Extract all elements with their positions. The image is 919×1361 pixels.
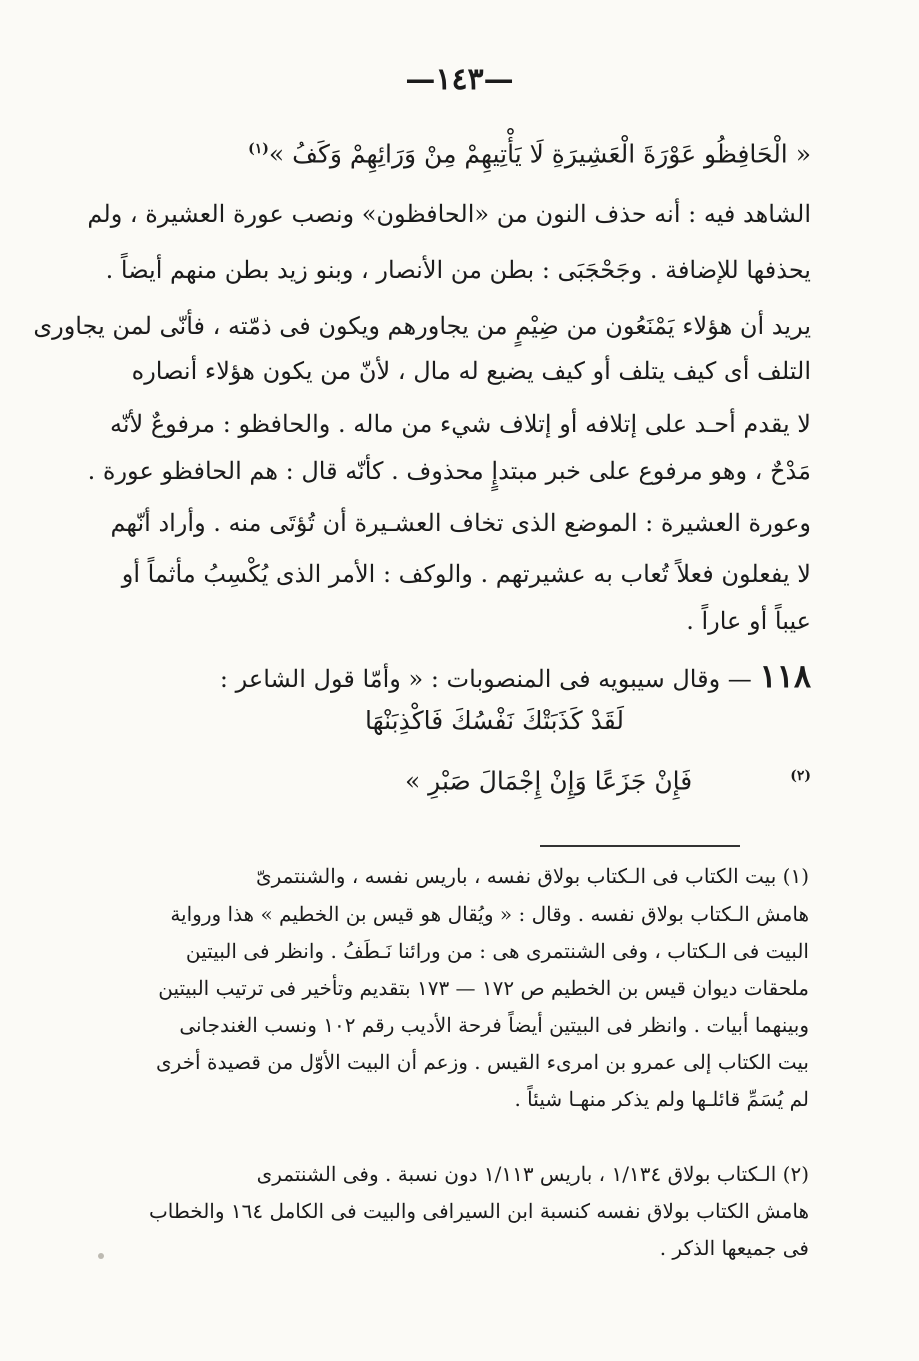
verse-line-1 — [248, 133, 811, 170]
verse-line-2a: لَقَدْ كَذَبَتْكَ نَفْسُكَ فَاكْذِبَنْهَا — [364, 706, 624, 735]
footnote-2-line-1: (٢) الـكتاب بولاق ١/١٣٤ ، باريس ١/١١٣ دون نسبة . وفى الشنتمرى — [256, 1162, 809, 1186]
body-line-4: التلف أى كيف يتلف أو كيف يضيع له مال ، لأنّ من يكون هؤلاء أنصاره — [131, 357, 811, 385]
footnote-1-line-1: (١) بيت الكتاب فى الـكتاب بولاق نفسه ، باريس نفسه ، والشنتمرىّ — [255, 864, 809, 888]
body-line-5: لا يقدم أحـد على إتلافه أو إتلاف شيء من ماله . والحافظو : مرفوعٌ لأنّه — [109, 410, 811, 438]
page-number: —١٤٣— — [405, 62, 514, 97]
footnote-ref-1: (١) — [248, 141, 269, 157]
verse-text: فَإِنْ جَزَعًا وَإِنْ إِجْمَالَ صَبْرِ » — [404, 766, 693, 796]
body-line-8: لا يفعلون فعلاً تُعاب به عشيرتهم . والوكف : الأمر الذى يُكْسِبُ مأثماً أو — [121, 560, 811, 588]
verse-line-2b — [405, 760, 811, 797]
body-line-3: يريد أن هؤلاء يَمْنَعُون من ضِيْمٍ من يجاورهم ويكون فى ذمّته ، فأنّى لمن يجاورى — [33, 312, 811, 340]
paper-mark — [98, 1253, 104, 1259]
footnote-1-line-5: وبينهما أبيات . وانظر فى البيتين أيضاً فرحة الأديب رقم ١٠٢ ونسب الغندجانى — [179, 1013, 809, 1037]
footnote-1-line-4: ملحقات ديوان قيس بن الخطيم ص ١٧٢ — ١٧٣ بتقديم وتأخير فى ترتيب البيتين — [158, 976, 809, 1000]
footnote-1-line-6: بيت الكتاب إلى عمرو بن امرىء القيس . وزعم أن البيت الأوّل من قصيدة أخرى — [156, 1050, 809, 1074]
footnote-separator — [540, 845, 740, 847]
footnote-2-line-3: فى جميعها الذكر . — [659, 1236, 809, 1260]
body-line-7: وعورة العشيرة : الموضع الذى تخاف العشـيرة أن تُؤتَى منه . وأراد أنّهم — [110, 509, 811, 537]
footnote-1-line-2: هامش الـكتاب بولاق نفسه . وقال : « ويُقال هو قيس بن الخطيم » هذا ورواية — [170, 902, 809, 926]
body-line-1: الشاهد فيه : أنه حذف النون من «الحافظون» ونصب عورة العشيرة ، ولم — [87, 200, 811, 228]
entry-number: ١١٨ — [759, 657, 811, 695]
footnote-1-line-3: البيت فى الـكتاب ، وفى الشنتمرى هى : من ورائنا نَـطَفُ . وانظر فى البيتين — [185, 939, 809, 963]
entry-text: — وقال سيبويه فى المنصوبات : « وأمّا قول الشاعر : — [219, 665, 752, 693]
verse-text: « الْحَافِظُو عَوْرَةَ الْعَشِيرَةِ لَا يَأْتِيهِمْ مِنْ وَرَائِهِمْ وَكَفُ » — [268, 139, 811, 169]
footnote-2-line-2: هامش الكتاب بولاق نفسه كنسبة ابن السيرافى والبيت فى الكامل ١٦٤ والخطاب — [148, 1199, 809, 1223]
entry-118-line — [219, 657, 811, 695]
body-line-2: يحذفها للإضافة . وجَحْجَبَى : بطن من الأنصار ، وبنو زيد بطن منهم أيضاً . — [105, 256, 811, 284]
footnote-ref-2: (٢) — [790, 768, 811, 784]
body-line-6: مَدْحٌ ، وهو مرفوع على خبر مبتدإٍ محذوف . كأنّه قال : هم الحافظو عورة . — [87, 457, 811, 485]
footnote-1-line-7: لم يُسَمِّ قائلـها ولم يذكر منهـا شيئاً . — [514, 1087, 809, 1111]
body-line-9: عيباً أو عاراً . — [686, 607, 811, 635]
